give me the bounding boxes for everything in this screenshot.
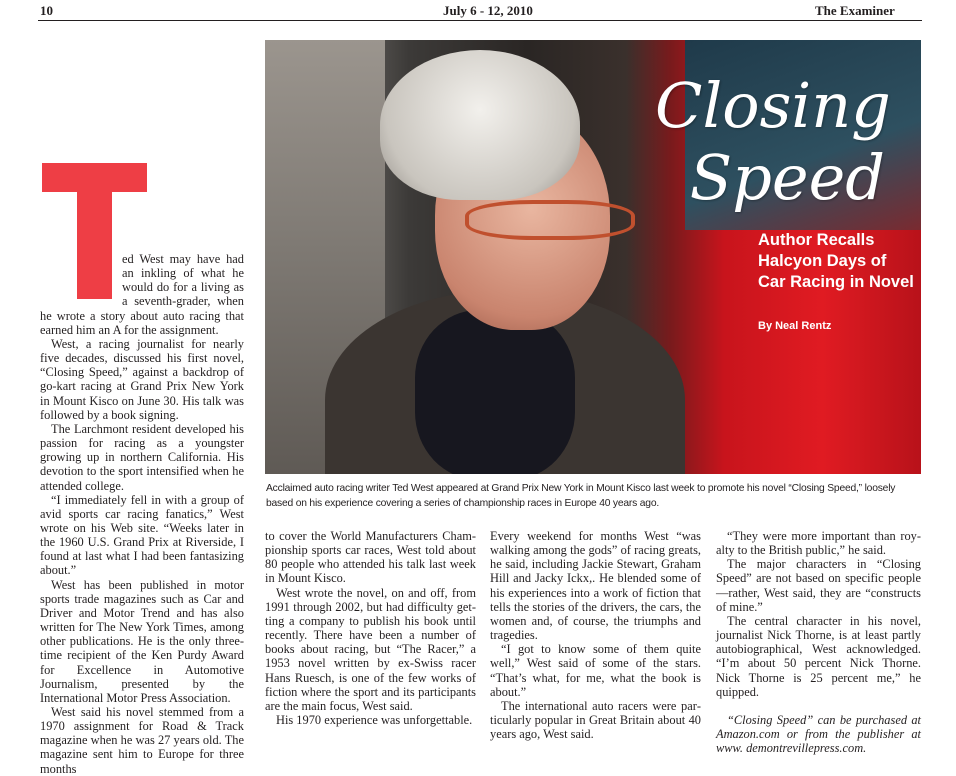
byline: By Neal Rentz [758,320,832,332]
title-line: Speed [689,141,885,214]
paragraph: to cover the World Manufacturers Championship sports car races, West told about 80 people who attended his talk last week in Mount Kisco. [265,529,476,586]
paragraph: The international auto racers were particularly popular in Great Britain about 40 years ago, West said. [490,698,701,742]
paragraph: West said his novel stemmed from a 1970 assignment for Road & Track magazine when he was 27 years old. The magazine sent him to Europe for three months [40,705,244,776]
photo-turtleneck [415,310,575,474]
article-column-3 [490,529,701,741]
photo-glasses [465,200,635,240]
paragraph: “I immediately fell in with a group of avid sports car racing fanatics,” West wrote on his Web site. “Weeks later in the 1960 U.S. Grand Prix at Riverside, I found at last what I had been fantasizing about.” [40,492,244,578]
article-column-4 [716,529,921,755]
paragraph: The Larchmont resident developed his passion for racing as a youngster growing up in northern California. His devotion to the sport intensified when he attended college. [40,421,244,493]
photo-hair [380,50,580,200]
paragraph: His 1970 experience was unforgettable. [276,713,473,728]
subheadline-line: Halcyon Days of [758,252,887,270]
headline-title [655,69,891,214]
paragraph: Every weekend for months West “was walking among the gods” of racing greats, he said, including Jackie Stewart, Graham Hill and Jacky Ickx,. He blended some of his experiences into a work of fiction that tells the stories of the drivers, the cars, the women and, of course, the triumphs and tragedies. [490,529,701,643]
article-column-2 [265,529,476,727]
subheadline [758,230,914,293]
purchase-note: “Closing Speed” can be purchased at Amazon.com or from the publisher at www. demontrevillepress.com. [716,712,921,756]
paragraph: The central character in his novel, journalist Nick Thorne, is at least partly autobiographical, West acknowledged. “I’m about 50 percent Nick Thorne. Nick Thorne is 25 percent me,” he quipped. [716,613,921,699]
photo-caption: Acclaimed auto racing writer Ted West appeared at Grand Prix New York in Mount Kisco last week to promote his novel “Closing Speed,” loosely based on his experience covering a series of championship races in Europe 40 years ago. [266,483,896,509]
feature-photo [265,40,921,474]
paragraph: ed West may have had an inkling of what he would do for a living as a seventh-grader, when he wrote a story about auto racing that earned him an A for the assignment. [40,252,244,337]
paragraph: West has been published in motor sports trade magazines such as Car and Driver and Motor Trend and has also written for The New York Times, among other publications. He is the only three-time recipient of the Ken Purdy Award for Excellence in Automotive Journalism, presented by the International Motor Press Association. [40,577,244,705]
paragraph: “They were more important than royalty to the British public,” he said. [716,529,921,558]
subheadline-line: Car Racing in Novel [758,273,914,291]
article-column-1 [40,252,244,776]
title-line: Closing [655,69,891,142]
publication-name: The Examiner [815,3,895,18]
paragraph: “I got to know some of them quite well,” West said of some of the stars. “That’s what, for me, what the book is about.” [490,642,701,699]
issue-date: July 6 - 12, 2010 [443,3,533,18]
paragraph: West, a racing journalist for nearly five decades, discussed his first novel, “Closing Speed,” against a backdrop of go-kart racing at Grand Prix New York in Mount Kisco on June 30. His talk was followed by a book signing. [40,336,244,422]
page-number: 10 [40,3,53,18]
subheadline-line: Author Recalls [758,231,875,249]
paragraph: The major characters in “Closing Speed” are not based on specific people—rather, West said, they are “constructs of mine.” [716,557,921,614]
paragraph: West wrote the novel, on and off, from 1991 through 2002, but had difficulty getting a company to publish his book until recently. There have been a number of books about racing, but “The Racer,” a 1953 novel written by ex-Swiss racer Hans Ruesch, is one of the few works of fiction where the sport and its participants are the main focus, West said. [265,585,476,713]
header-rule [38,20,922,21]
